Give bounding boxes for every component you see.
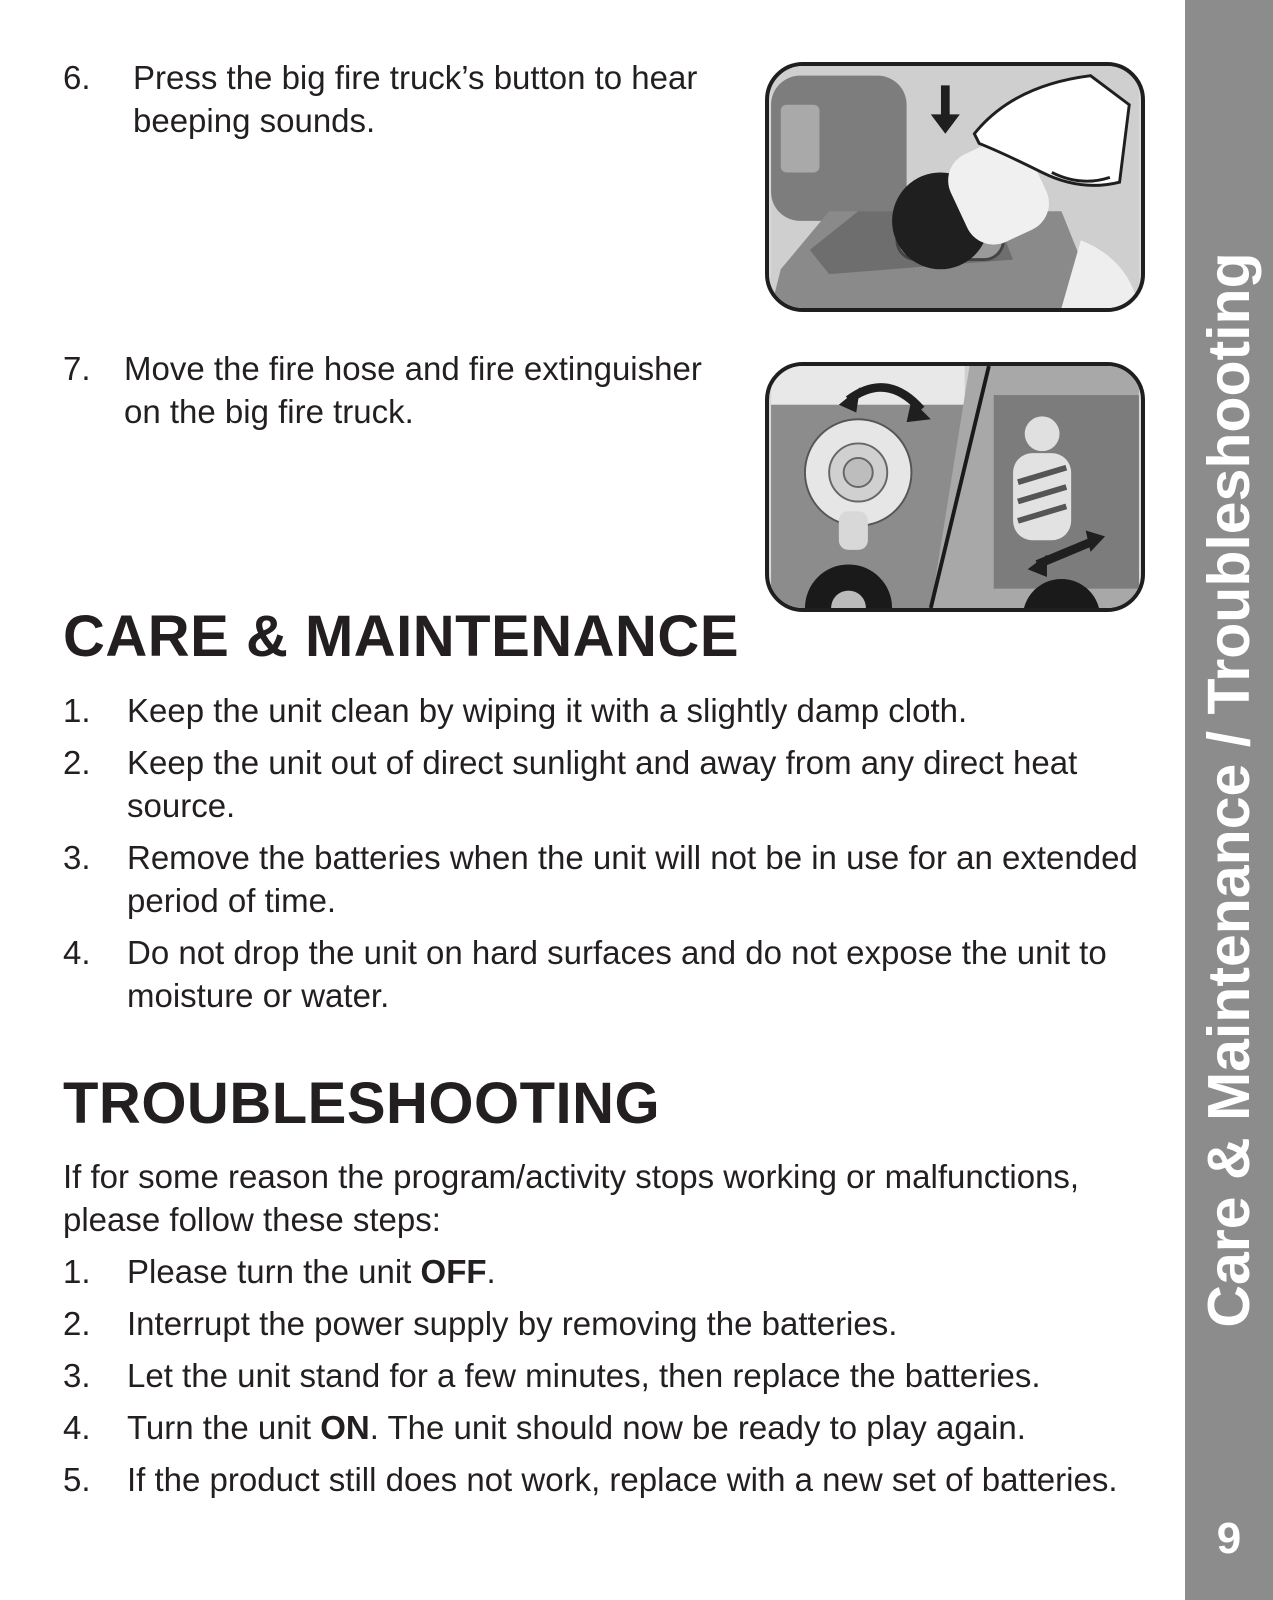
list-item: 1. Keep the unit clean by wiping it with a slightly damp cloth. (63, 692, 968, 729)
side-tab-title: Care & Maintenance / Troubleshooting (1196, 252, 1262, 1328)
play-step-6 (63, 56, 743, 142)
fire-hose-extinguisher-image (769, 366, 1141, 608)
list-item: 3. Let the unit stand for a few minutes, then replace the batteries. (63, 1357, 1041, 1394)
list-item: 1. Please turn the unit OFF. (63, 1253, 496, 1290)
play-step-7 (63, 347, 743, 433)
list-item: 2. Interrupt the power supply by removing the batteries. (63, 1305, 898, 1342)
troubleshooting-heading: TROUBLESHOOTING (63, 1071, 661, 1136)
step-text: Press the big fire truck’s button to hear beeping sounds. (133, 59, 698, 139)
list-item: 3. Remove the batteries when the unit will not be in use for an extended period of time. (63, 839, 1138, 919)
list-item: 5. If the product still does not work, replace with a new set of batteries. (63, 1461, 1118, 1498)
care-list (63, 689, 1153, 1026)
troubleshooting-list (63, 1250, 1153, 1510)
hose-extinguisher-illustration (765, 362, 1145, 612)
troubleshooting-intro: If for some reason the program/activity stops working or malfunctions, please follow these steps: (63, 1158, 1080, 1238)
hand-pressing-button-image (769, 66, 1141, 308)
button-press-illustration (765, 62, 1145, 312)
list-item: 4. Turn the unit ON. The unit should now be ready to play again. (63, 1409, 1026, 1446)
list-item: 2. Keep the unit out of direct sunlight and away from any direct heat source. (63, 744, 1078, 824)
step-text: Move the fire hose and fire extinguisher on the big fire truck. (124, 350, 702, 430)
page-number: 9 (1216, 1514, 1242, 1563)
list-item: 4. Do not drop the unit on hard surfaces and do not expose the unit to moisture or water. (63, 934, 1107, 1014)
step-number: 7. (63, 350, 91, 387)
care-maintenance-heading: CARE & MAINTENANCE (63, 604, 739, 669)
step-number: 6. (63, 59, 91, 96)
